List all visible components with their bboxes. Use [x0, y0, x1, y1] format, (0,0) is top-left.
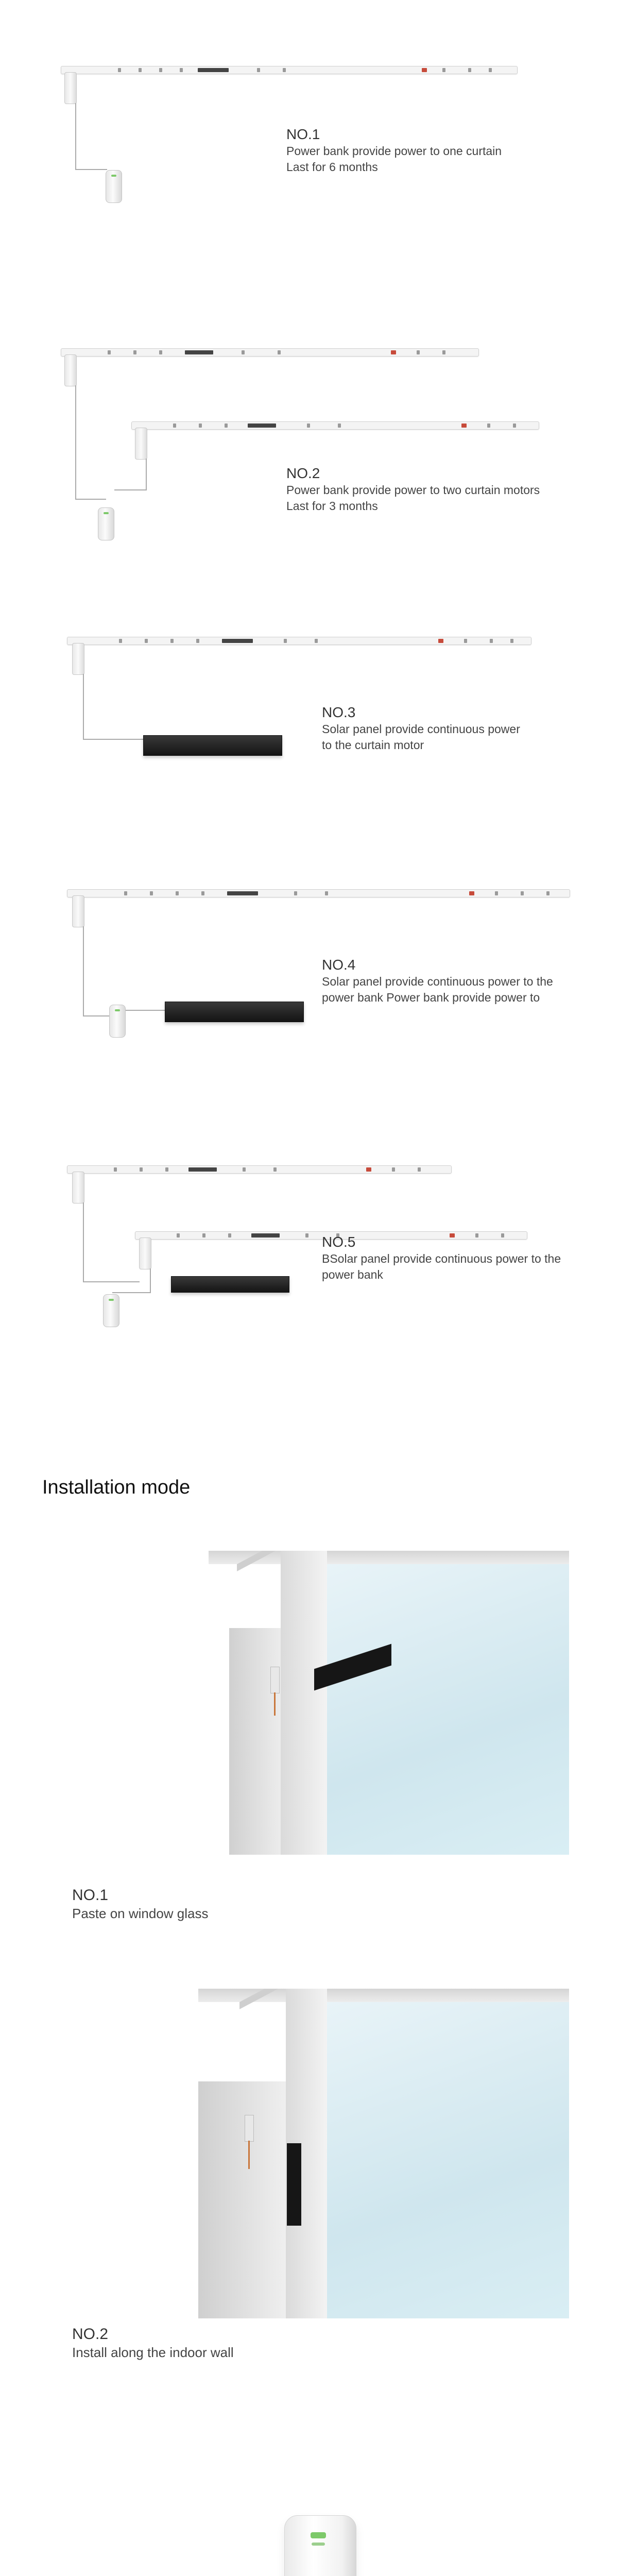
runner-icon [180, 68, 183, 72]
scheme-number: NO.1 [286, 126, 320, 142]
scheme-number: NO.4 [322, 957, 356, 973]
curtain-motor-icon [135, 428, 147, 460]
curtain-motor-icon [64, 72, 77, 104]
scheme-number: NO.5 [322, 1234, 356, 1250]
belt-clip-icon [422, 68, 427, 72]
scheme-description: Solar panel provide continuous power to the [322, 975, 553, 988]
scheme-description: Solar panel provide continuous power [322, 722, 520, 736]
scheme-description: Power bank provide power to one curtain [286, 144, 502, 158]
curtain-motor-icon [245, 2115, 254, 2142]
power-bank-icon [98, 507, 114, 540]
runner-icon [468, 68, 471, 72]
scheme-description: Last for 6 months [286, 160, 378, 174]
install-mode-number: NO.2 [72, 2326, 109, 2343]
power-bank-icon [103, 1294, 119, 1327]
runner-icon [489, 68, 492, 72]
runner-icon [257, 68, 260, 72]
power-bank-icon [109, 1005, 126, 1038]
power-bank-product-image [284, 2515, 356, 2576]
curtain-motor-icon [72, 895, 84, 927]
solar-panel-icon [171, 1276, 289, 1293]
scheme-description: power bank Power bank provide power to [322, 991, 540, 1004]
curtain-motor-icon [72, 1172, 84, 1204]
runner-icon [159, 68, 162, 72]
install-scene-glass [209, 1551, 569, 1855]
runner-icon [118, 68, 121, 72]
curtain-track [67, 889, 570, 897]
install-mode-number: NO.1 [72, 1887, 109, 1904]
solar-panel-icon [165, 1002, 304, 1022]
cable-icon [248, 2141, 250, 2169]
scheme-number: NO.3 [322, 704, 356, 720]
curtain-track [61, 348, 479, 357]
track-label-icon [198, 68, 229, 72]
curtain-motor-icon [270, 1667, 280, 1693]
curtain-motor-icon [64, 354, 77, 386]
scheme-description: Power bank provide power to two curtain motors [286, 483, 540, 497]
curtain-track [61, 66, 518, 74]
curtain-motor-icon [139, 1238, 151, 1269]
scheme-description: to the curtain motor [322, 738, 424, 752]
curtain-track [67, 1165, 452, 1174]
cable-icon [274, 1692, 276, 1716]
installation-title: Installation mode [42, 1477, 191, 1498]
solar-panel-icon [143, 735, 282, 756]
power-bank-icon [106, 170, 122, 203]
runner-icon [139, 68, 142, 72]
install-scene-wall [198, 1989, 569, 2318]
solar-panel-icon [287, 2143, 301, 2226]
scheme-description: Last for 3 months [286, 499, 378, 513]
curtain-track [131, 421, 539, 430]
runner-icon [442, 68, 445, 72]
curtain-track [67, 637, 531, 645]
led-indicator-icon [311, 2532, 326, 2538]
scheme-number: NO.2 [286, 465, 320, 481]
scheme-description: power bank [322, 1268, 383, 1281]
runner-icon [283, 68, 286, 72]
install-mode-text: Paste on window glass [72, 1906, 209, 1921]
install-mode-text: Install along the indoor wall [72, 2345, 234, 2360]
curtain-motor-icon [72, 643, 84, 675]
scheme-description: BSolar panel provide continuous power to the [322, 1252, 561, 1265]
